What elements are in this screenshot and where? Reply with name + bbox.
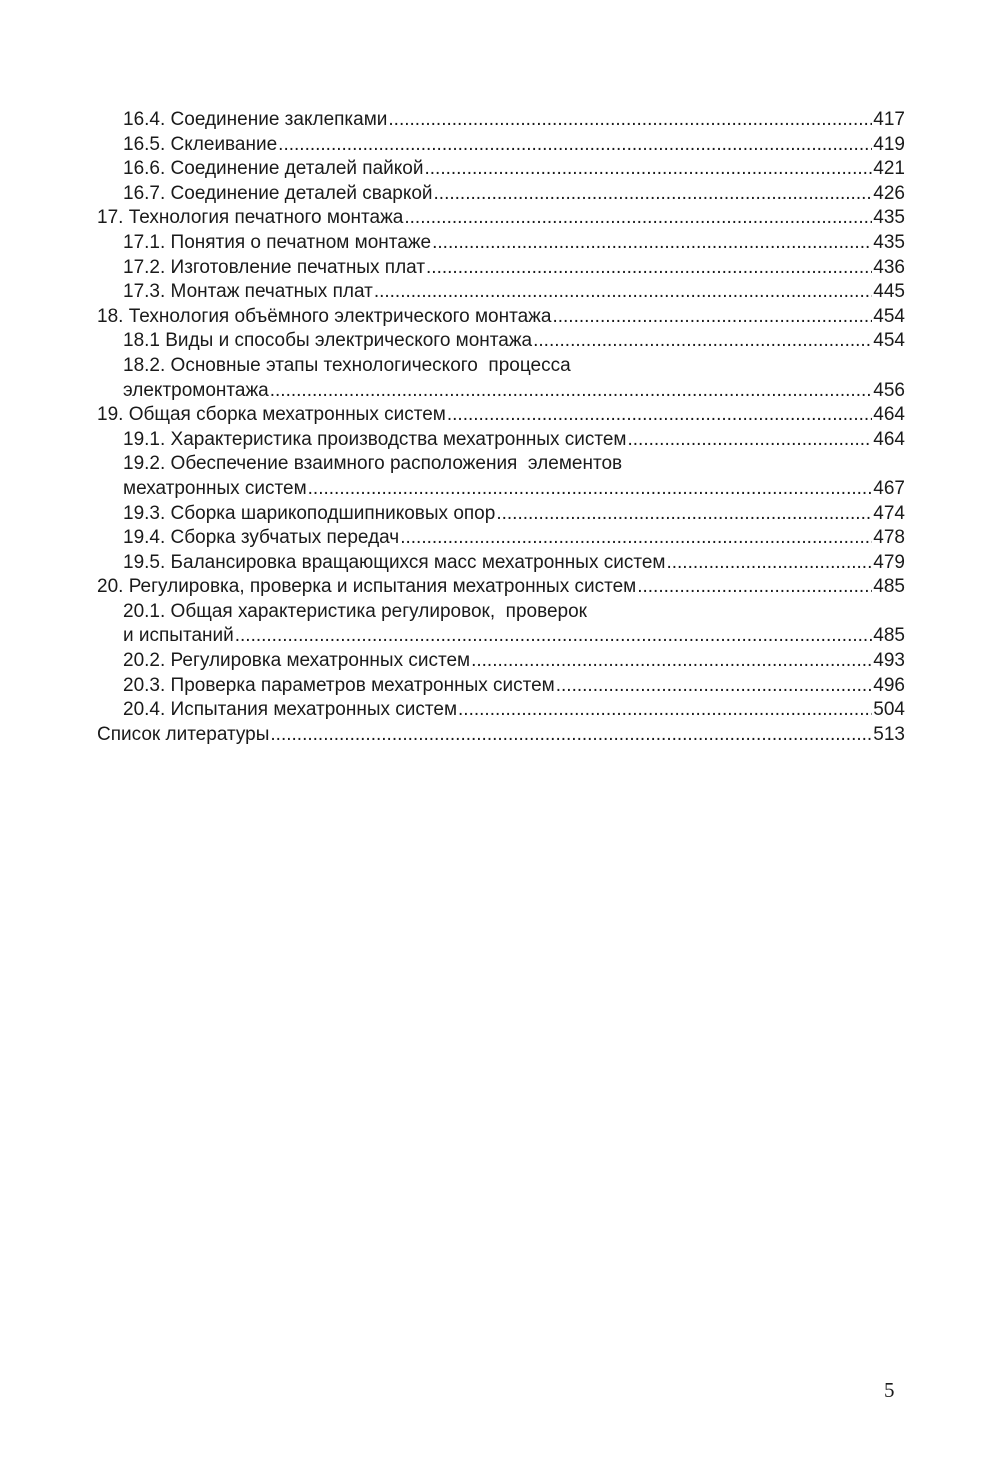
toc-entry-page: 456 [873, 379, 905, 401]
toc-entry [97, 280, 905, 305]
toc-entry-first-line: 18.2. Основные этапы технологического процесса [123, 354, 571, 376]
toc-entry [97, 256, 905, 281]
toc-entry-title: 19.3. Сборка шарикоподшипниковых опор [123, 502, 496, 524]
toc-entry-title: 19.5. Балансировка вращающихся масс мехатронных систем [123, 551, 666, 573]
toc-entry [97, 502, 905, 527]
toc-entry-title: 18. Технология объёмного электрического монтажа [97, 305, 552, 327]
toc-chapter [97, 403, 905, 428]
toc-entry-page: 464 [873, 428, 905, 450]
toc-chapter [97, 575, 905, 600]
toc-entry-page: 445 [873, 281, 905, 303]
dot-leader [400, 526, 872, 551]
toc-entry-page: 426 [873, 182, 905, 204]
toc-entry [97, 477, 905, 502]
dot-leader [434, 182, 873, 207]
toc-entry-page: 485 [873, 625, 905, 647]
toc-entry [97, 231, 905, 256]
toc-entry-page: 513 [873, 723, 905, 745]
toc-entry-title: 20. Регулировка, проверка и испытания мехатронных систем [97, 576, 637, 598]
dot-leader [270, 723, 872, 748]
dot-leader [404, 206, 872, 231]
toc-entry [97, 379, 905, 404]
toc-entry-title: 17.1. Понятия о печатном монтаже [123, 231, 432, 253]
dot-leader [388, 108, 872, 133]
toc-entry-title: Список литературы [97, 723, 270, 745]
toc-chapter [97, 206, 905, 231]
toc-entry-title: 19. Общая сборка мехатронных систем [97, 404, 446, 426]
dot-leader [637, 575, 872, 600]
toc-entry [97, 428, 905, 453]
toc-entry-page: 436 [873, 256, 905, 278]
toc-entry-page: 485 [873, 576, 905, 598]
toc-entry-page: 464 [873, 404, 905, 426]
dot-leader [533, 329, 872, 354]
toc-entry [97, 698, 905, 723]
toc-entry-first-line: 19.2. Обеспечение взаимного расположения элементов [123, 453, 623, 475]
toc-entry-page: 421 [873, 158, 905, 180]
toc-entry-title: 19.4. Сборка зубчатых передач [123, 527, 400, 549]
dot-leader [552, 305, 872, 330]
toc-entry-title: 17.3. Монтаж печатных плат [123, 281, 373, 303]
toc-entry [97, 624, 905, 649]
toc-entry-title: 16.4. Соединение заклепками [123, 109, 388, 130]
table-of-contents [97, 108, 905, 747]
toc-entry-page: 454 [873, 330, 905, 352]
toc-entry-title: мехатронных систем [123, 477, 307, 499]
toc-entry-page: 496 [873, 674, 905, 696]
toc-entry-page: 479 [873, 551, 905, 573]
toc-entry [97, 649, 905, 674]
toc-entry-title: 16.5. Склеивание [123, 133, 278, 155]
dot-leader [374, 280, 872, 305]
toc-entry-title: 19.1. Характеристика производства мехатронных систем [123, 428, 627, 450]
toc-entry-page: 504 [873, 699, 905, 721]
dot-leader [270, 379, 873, 404]
page-number: 5 [884, 1378, 895, 1402]
toc-entry-page: 419 [873, 133, 905, 155]
toc-entry-title: 20.3. Проверка параметров мехатронных систем [123, 674, 555, 696]
toc-entry-first-line: 20.1. Общая характеристика регулировок, проверок [123, 600, 587, 622]
dot-leader [556, 674, 873, 699]
toc-entry [97, 526, 905, 551]
dot-leader [424, 157, 872, 182]
toc-entry [97, 108, 905, 133]
toc-entry-page: 474 [873, 502, 905, 524]
toc-entry-title: 18.1 Виды и способы электрического монтажа [123, 330, 533, 352]
toc-entry-title: 20.2. Регулировка мехатронных систем [123, 650, 471, 672]
toc-entry-title: электромонтажа [123, 379, 269, 401]
toc-entry-page: 493 [873, 650, 905, 672]
toc-entry-page: 478 [873, 527, 905, 549]
dot-leader [308, 477, 873, 502]
dot-leader [458, 698, 872, 723]
toc-entry-title: 16.6. Соединение деталей пайкой [123, 158, 424, 180]
toc-entry [97, 182, 905, 207]
toc-entry-title: 17.2. Изготовление печатных плат [123, 256, 426, 278]
toc-entry-page: 467 [873, 477, 905, 499]
dot-leader [471, 649, 872, 674]
toc-entry [97, 674, 905, 699]
toc-entry [97, 133, 905, 158]
toc-entry-title: и испытаний [123, 625, 234, 647]
toc-entry-page: 454 [873, 305, 905, 327]
toc-entry [97, 551, 905, 576]
dot-leader [666, 551, 872, 576]
toc-entry-page: 435 [873, 207, 905, 229]
toc-entry-title: 16.7. Соединение деталей сваркой [123, 182, 433, 204]
dot-leader [235, 624, 873, 649]
dot-leader [432, 231, 872, 256]
dot-leader [628, 428, 873, 453]
toc-entry-title: 20.4. Испытания мехатронных систем [123, 699, 458, 721]
toc-chapter [97, 723, 905, 748]
toc-entry-page: 417 [873, 109, 905, 130]
dot-leader [447, 403, 872, 428]
toc-entry-page: 435 [873, 231, 905, 253]
toc-entry [97, 157, 905, 182]
toc-entry [97, 329, 905, 354]
toc-entry-title: 17. Технология печатного монтажа [97, 207, 404, 229]
toc-chapter [97, 305, 905, 330]
dot-leader [496, 502, 872, 527]
dot-leader [426, 256, 872, 281]
dot-leader [278, 133, 872, 158]
